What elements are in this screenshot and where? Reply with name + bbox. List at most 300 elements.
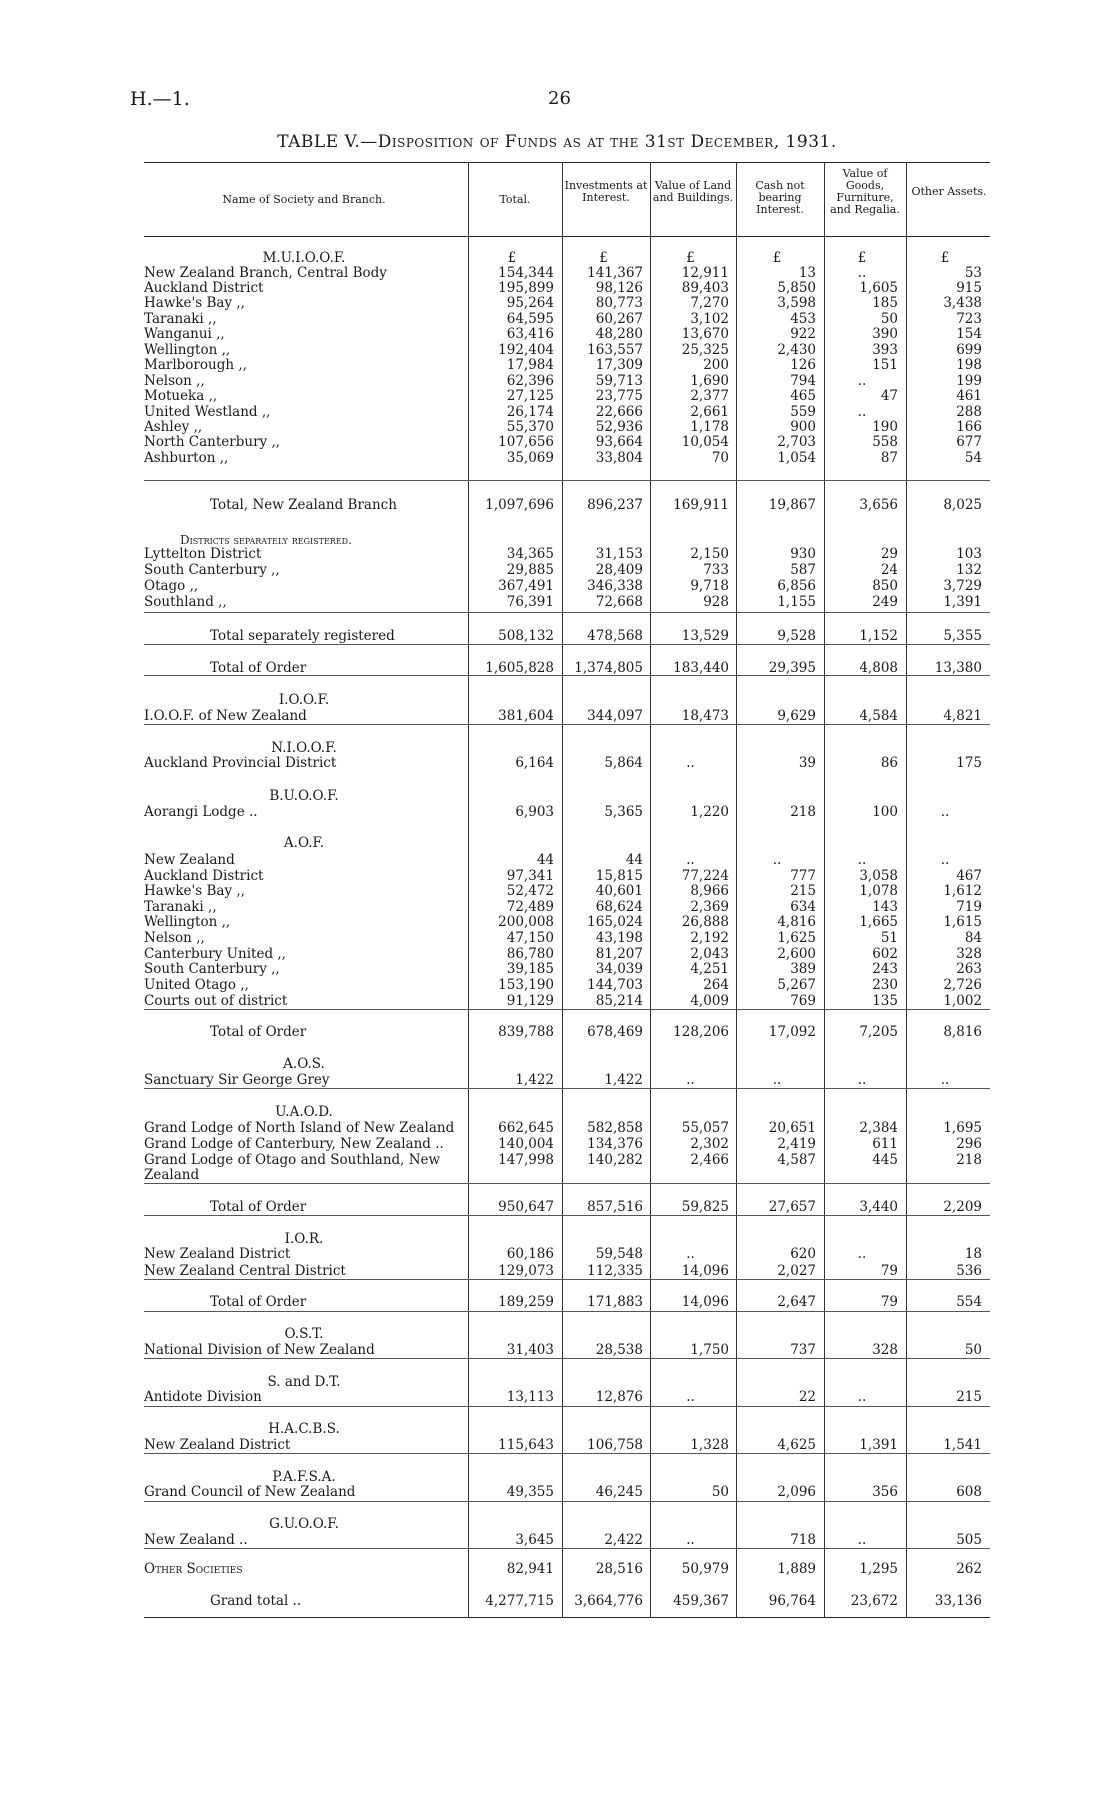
cell-other: 1,695 xyxy=(943,1120,982,1136)
section-heading: H.A.C.B.S. xyxy=(268,1421,340,1437)
section-heading: U.A.O.D. xyxy=(275,1104,333,1120)
cell-cash: 2,027 xyxy=(777,1263,816,1279)
cell-investments: 165,024 xyxy=(587,914,643,930)
cell-cash: 2,703 xyxy=(777,434,816,450)
branch-name: Auckland District xyxy=(144,280,264,296)
cell-other: 1,612 xyxy=(943,883,982,899)
cell-goods: 79 xyxy=(880,1263,898,1279)
branch-name: United Otago ,, xyxy=(144,977,249,993)
cell-land: 18,473 xyxy=(681,708,729,724)
cell-other: 461 xyxy=(956,388,982,404)
branch-name: Southland ,, xyxy=(144,594,227,610)
cell-investments: 163,557 xyxy=(587,342,643,358)
cell-cash: 4,625 xyxy=(777,1437,816,1453)
cell-total: 662,645 xyxy=(498,1120,554,1136)
cell-cash: 5,267 xyxy=(777,977,816,993)
cell-cash: 2,419 xyxy=(777,1136,816,1152)
cell-investments: 52,936 xyxy=(595,419,643,435)
branch-name: Ashburton ,, xyxy=(144,450,229,466)
row-separator xyxy=(144,1279,990,1280)
cell-total: 82,941 xyxy=(506,1561,554,1577)
row-separator xyxy=(144,724,990,725)
branch-name: Marlborough ,, xyxy=(144,357,247,373)
section-heading: P.A.F.S.A. xyxy=(272,1469,336,1485)
cell-goods: 393 xyxy=(872,342,898,358)
cell-other: 33,136 xyxy=(934,1593,982,1609)
cell-land: 4,251 xyxy=(690,961,729,977)
cell-other: 5,355 xyxy=(943,628,982,644)
cell-investments: 2,422 xyxy=(604,1532,643,1548)
cell-land: 14,096 xyxy=(681,1263,729,1279)
cell-investments: 98,126 xyxy=(595,280,643,296)
other-societies-label: Other Societies xyxy=(144,1561,243,1577)
cell-cash: 718 xyxy=(790,1532,816,1548)
branch-name: South Canterbury ,, xyxy=(144,961,280,977)
cell-goods: .. xyxy=(857,404,867,420)
cell-land: 7,270 xyxy=(690,295,729,311)
cell-other: 132 xyxy=(956,562,982,578)
cell-investments: 85,214 xyxy=(595,993,643,1009)
section-heading: O.S.T. xyxy=(284,1326,324,1342)
cell-goods: 445 xyxy=(872,1152,898,1168)
cell-land: 928 xyxy=(703,594,729,610)
cell-investments: 12,876 xyxy=(595,1389,643,1405)
cell-other: .. xyxy=(940,804,950,820)
cell-total: 129,073 xyxy=(498,1263,554,1279)
cell-other: 18 xyxy=(964,1246,982,1262)
cell-other: 175 xyxy=(956,755,982,771)
cell-cash: 794 xyxy=(790,373,816,389)
cell-total: 6,164 xyxy=(515,755,554,771)
cell-cash: 6,856 xyxy=(777,578,816,594)
row-separator xyxy=(144,1453,990,1454)
cell-land: 70 xyxy=(711,450,729,466)
total-row-label: Total separately registered xyxy=(210,628,395,644)
cell-other: 608 xyxy=(956,1484,982,1500)
branch-name: National Division of New Zealand xyxy=(144,1342,375,1358)
cell-total: 153,190 xyxy=(498,977,554,993)
cell-goods: 143 xyxy=(872,899,898,915)
cell-total: 91,129 xyxy=(506,993,554,1009)
cell-goods: 230 xyxy=(872,977,898,993)
cell-cash: 2,600 xyxy=(777,946,816,962)
branch-name: Otago ,, xyxy=(144,578,199,594)
cell-cash: 4,587 xyxy=(777,1152,816,1168)
title-main: TABLE V.— xyxy=(277,132,378,152)
row-separator xyxy=(144,1215,990,1216)
col-header-other: Other Assets. xyxy=(911,185,987,198)
cell-cash: 769 xyxy=(790,993,816,1009)
cell-other: 723 xyxy=(956,311,982,327)
cell-cash: 19,867 xyxy=(768,497,816,513)
cell-goods: 24 xyxy=(880,562,898,578)
cell-other: .. xyxy=(940,852,950,868)
cell-investments: 31,153 xyxy=(595,546,643,562)
cell-investments: 141,367 xyxy=(587,265,643,281)
col-header-cash: Cash not bearing Interest. xyxy=(755,179,805,216)
cell-other: 296 xyxy=(956,1136,982,1152)
cell-other: 4,821 xyxy=(943,708,982,724)
branch-name: Sanctuary Sir George Grey xyxy=(144,1072,330,1088)
cell-other: 505 xyxy=(956,1532,982,1548)
cell-investments: 72,668 xyxy=(595,594,643,610)
cell-total: 26,174 xyxy=(506,404,554,420)
branch-name: Taranaki ,, xyxy=(144,899,217,915)
cell-other: 467 xyxy=(956,868,982,884)
cell-cash: 634 xyxy=(790,899,816,915)
cell-other: 8,025 xyxy=(943,497,982,513)
col-header-total: Total. xyxy=(499,193,531,206)
cell-total: 63,416 xyxy=(506,326,554,342)
col-header-land: Value of Land and Buildings. xyxy=(652,179,734,204)
cell-other: 103 xyxy=(956,546,982,562)
cell-cash: £ xyxy=(772,250,782,266)
cell-cash: 465 xyxy=(790,388,816,404)
branch-name: Antidote Division xyxy=(144,1389,262,1405)
cell-total: 147,998 xyxy=(498,1152,554,1168)
cell-land: .. xyxy=(686,755,695,771)
cell-total: 107,656 xyxy=(498,434,554,450)
cell-cash: 3,598 xyxy=(777,295,816,311)
branch-name: Grand Lodge of North Island of New Zealand xyxy=(144,1120,455,1136)
cell-investments: 43,198 xyxy=(595,930,643,946)
cell-goods: 185 xyxy=(872,295,898,311)
cell-goods: 79 xyxy=(880,1294,898,1310)
cell-goods: .. xyxy=(857,1246,867,1262)
total-row-label: Total of Order xyxy=(210,1294,307,1310)
cell-other: 218 xyxy=(956,1152,982,1168)
cell-total: 154,344 xyxy=(498,265,554,281)
cell-total: 950,647 xyxy=(498,1199,554,1215)
cell-total: 62,396 xyxy=(506,373,554,389)
branch-name: Courts out of district xyxy=(144,993,288,1009)
title-caption: Disposition of Funds as at the 31st December, 1931. xyxy=(377,132,837,152)
cell-total: 839,788 xyxy=(498,1024,554,1040)
cell-total: 44 xyxy=(536,852,554,868)
cell-other: 3,729 xyxy=(943,578,982,594)
section-heading: M.U.I.O.O.F. xyxy=(262,250,346,266)
cell-investments: 80,773 xyxy=(595,295,643,311)
cell-goods: 243 xyxy=(872,961,898,977)
cell-other: 215 xyxy=(956,1389,982,1405)
cell-land: 50 xyxy=(711,1484,729,1500)
cell-other: 677 xyxy=(956,434,982,450)
cell-cash: 453 xyxy=(790,311,816,327)
cell-land: 26,888 xyxy=(681,914,729,930)
cell-cash: 5,850 xyxy=(777,280,816,296)
cell-goods: 1,665 xyxy=(859,914,898,930)
cell-goods: 558 xyxy=(872,434,898,450)
cell-total: 6,903 xyxy=(515,804,554,820)
cell-land: 2,377 xyxy=(690,388,729,404)
cell-goods: 3,058 xyxy=(859,868,898,884)
section-heading: B.U.O.O.F. xyxy=(269,788,339,804)
cell-other: 915 xyxy=(956,280,982,296)
cell-cash: 620 xyxy=(790,1246,816,1262)
section-heading: G.U.O.O.F. xyxy=(269,1516,339,1532)
row-separator xyxy=(144,1501,990,1502)
cell-investments: 28,409 xyxy=(595,562,643,578)
cell-cash: 2,647 xyxy=(777,1294,816,1310)
branch-name: Nelson ,, xyxy=(144,373,205,389)
cell-goods: 3,656 xyxy=(859,497,898,513)
total-row-label: Total of Order xyxy=(210,1024,307,1040)
branch-name: Canterbury United ,, xyxy=(144,946,286,962)
cell-cash: 27,657 xyxy=(768,1199,816,1215)
cell-goods: 135 xyxy=(872,993,898,1009)
cell-total: £ xyxy=(507,250,517,266)
cell-goods: 850 xyxy=(872,578,898,594)
cell-land: 2,192 xyxy=(690,930,729,946)
cell-other: 328 xyxy=(956,946,982,962)
col-header-name: Name of Society and Branch. xyxy=(222,193,386,206)
cell-investments: 48,280 xyxy=(595,326,643,342)
cell-cash: 737 xyxy=(790,1342,816,1358)
cell-goods: 190 xyxy=(872,419,898,435)
cell-goods: .. xyxy=(857,1389,867,1405)
cell-cash: 9,629 xyxy=(777,708,816,724)
branch-name: Grand Council of New Zealand xyxy=(144,1484,356,1500)
cell-goods: 50 xyxy=(880,311,898,327)
cell-goods: 7,205 xyxy=(859,1024,898,1040)
cell-land: 13,529 xyxy=(681,628,729,644)
cell-total: 200,008 xyxy=(498,914,554,930)
cell-land: .. xyxy=(686,852,695,868)
cell-cash: 39 xyxy=(798,755,816,771)
row-separator xyxy=(144,1088,990,1089)
cell-cash: 22 xyxy=(798,1389,816,1405)
cell-total: 29,885 xyxy=(506,562,554,578)
cell-total: 76,391 xyxy=(506,594,554,610)
cell-total: 27,125 xyxy=(506,388,554,404)
cell-cash: 1,625 xyxy=(777,930,816,946)
total-row-label: Grand total .. xyxy=(210,1593,302,1609)
cell-goods: 1,152 xyxy=(859,628,898,644)
cell-cash: 17,092 xyxy=(768,1024,816,1040)
cell-investments: £ xyxy=(599,250,608,266)
cell-cash: 559 xyxy=(790,404,816,420)
cell-land: 14,096 xyxy=(681,1294,729,1310)
branch-name: Wellington ,, xyxy=(144,914,231,930)
cell-other: 288 xyxy=(956,404,982,420)
cell-other: 1,391 xyxy=(943,594,982,610)
branch-name: I.O.O.F. of New Zealand xyxy=(144,708,307,724)
cell-investments: 1,374,805 xyxy=(574,660,643,676)
cell-other: 2,209 xyxy=(943,1199,982,1215)
row-separator xyxy=(144,1009,990,1010)
branch-name: Aorangi Lodge .. xyxy=(144,804,258,820)
cell-total: 35,069 xyxy=(506,450,554,466)
cell-land: 169,911 xyxy=(673,497,729,513)
cell-other: 1,541 xyxy=(943,1437,982,1453)
cell-total: 1,605,828 xyxy=(485,660,554,676)
cell-investments: 34,039 xyxy=(595,961,643,977)
cell-land: 2,150 xyxy=(690,546,729,562)
cell-other: 719 xyxy=(956,899,982,915)
cell-investments: 346,338 xyxy=(587,578,643,594)
section-heading: N.I.O.O.F. xyxy=(271,740,337,756)
col-header-goods: Value of Goods, Furniture, and Regalia. xyxy=(830,167,900,216)
cell-other: 154 xyxy=(956,326,982,342)
cell-total: 64,595 xyxy=(506,311,554,327)
cell-investments: 112,335 xyxy=(587,1263,643,1279)
branch-name: Ashley ,, xyxy=(144,419,203,435)
cell-goods: .. xyxy=(857,1532,867,1548)
section-heading: I.O.O.F. xyxy=(278,692,330,708)
branch-name: Auckland District xyxy=(144,868,264,884)
cell-total: 60,186 xyxy=(506,1246,554,1262)
cell-goods: 1,078 xyxy=(859,883,898,899)
cell-cash: 900 xyxy=(790,419,816,435)
cell-investments: 68,624 xyxy=(595,899,643,915)
cell-total: 34,365 xyxy=(506,546,554,562)
cell-total: 3,645 xyxy=(515,1532,554,1548)
cell-cash: 218 xyxy=(790,804,816,820)
branch-name: New Zealand District xyxy=(144,1246,291,1262)
cell-cash: 13 xyxy=(798,265,816,281)
cell-cash: 930 xyxy=(790,546,816,562)
branch-name: Taranaki ,, xyxy=(144,311,217,327)
cell-other: 50 xyxy=(964,1342,982,1358)
branch-name: Wellington ,, xyxy=(144,342,231,358)
branch-name: Hawke's Bay ,, xyxy=(144,883,245,899)
cell-cash: 96,764 xyxy=(768,1593,816,1609)
cell-land: .. xyxy=(686,1532,695,1548)
cell-investments: 28,538 xyxy=(595,1342,643,1358)
cell-other: 8,816 xyxy=(943,1024,982,1040)
branch-name: Wanganui ,, xyxy=(144,326,225,342)
branch-name: New Zealand xyxy=(144,852,235,868)
cell-land: 2,043 xyxy=(690,946,729,962)
cell-goods: 100 xyxy=(872,804,898,820)
cell-cash: 389 xyxy=(790,961,816,977)
cell-land: 59,825 xyxy=(681,1199,729,1215)
cell-total: 47,150 xyxy=(506,930,554,946)
cell-investments: 1,422 xyxy=(604,1072,643,1088)
cell-other: 199 xyxy=(956,373,982,389)
cell-land: 1,220 xyxy=(690,804,729,820)
row-separator xyxy=(144,1183,990,1184)
cell-cash: 1,054 xyxy=(777,450,816,466)
total-row-label: Total of Order xyxy=(210,1199,307,1215)
cell-investments: 46,245 xyxy=(595,1484,643,1500)
cell-investments: 28,516 xyxy=(595,1561,643,1577)
cell-other: 262 xyxy=(956,1561,982,1577)
branch-name: Auckland Provincial District xyxy=(144,755,337,771)
branch-name: Zealand xyxy=(144,1167,200,1183)
cell-other: 263 xyxy=(956,961,982,977)
cell-land: 10,054 xyxy=(681,434,729,450)
branch-name: United Westland ,, xyxy=(144,404,271,420)
cell-other: 536 xyxy=(956,1263,982,1279)
cell-cash: 2,096 xyxy=(777,1484,816,1500)
cell-land: 459,367 xyxy=(673,1593,729,1609)
branch-name: New Zealand .. xyxy=(144,1532,248,1548)
cell-investments: 106,758 xyxy=(587,1437,643,1453)
cell-land: 89,403 xyxy=(681,280,729,296)
col-header-investments: Investments at Interest. xyxy=(564,179,648,204)
cell-investments: 857,516 xyxy=(587,1199,643,1215)
cell-total: 508,132 xyxy=(498,628,554,644)
cell-investments: 582,858 xyxy=(587,1120,643,1136)
cell-total: 115,643 xyxy=(498,1437,554,1453)
cell-investments: 44 xyxy=(625,852,643,868)
cell-goods: 4,808 xyxy=(859,660,898,676)
cell-total: 13,113 xyxy=(506,1389,554,1405)
row-separator xyxy=(144,644,990,645)
cell-investments: 40,601 xyxy=(595,883,643,899)
row-separator xyxy=(144,480,990,481)
cell-land: 4,009 xyxy=(690,993,729,1009)
cell-cash: 2,430 xyxy=(777,342,816,358)
cell-investments: 59,713 xyxy=(595,373,643,389)
cell-total: 1,422 xyxy=(515,1072,554,1088)
cell-goods: 356 xyxy=(872,1484,898,1500)
branch-name: North Canterbury ,, xyxy=(144,434,281,450)
cell-other: 1,002 xyxy=(943,993,982,1009)
cell-goods: 151 xyxy=(872,357,898,373)
cell-investments: 81,207 xyxy=(595,946,643,962)
branch-name: New Zealand District xyxy=(144,1437,291,1453)
cell-other: £ xyxy=(940,250,950,266)
cell-land: 2,369 xyxy=(690,899,729,915)
cell-investments: 478,568 xyxy=(587,628,643,644)
cell-investments: 134,376 xyxy=(587,1136,643,1152)
cell-investments: 22,666 xyxy=(595,404,643,420)
cell-goods: 602 xyxy=(872,946,898,962)
cell-investments: 15,815 xyxy=(595,868,643,884)
cell-goods: 328 xyxy=(872,1342,898,1358)
cell-land: 200 xyxy=(703,357,729,373)
cell-goods: .. xyxy=(857,373,867,389)
cell-goods: 51 xyxy=(880,930,898,946)
cell-other: 54 xyxy=(964,450,982,466)
cell-land: .. xyxy=(686,1246,695,1262)
cell-land: 3,102 xyxy=(690,311,729,327)
row-separator xyxy=(144,1406,990,1407)
cell-land: 9,718 xyxy=(690,578,729,594)
section-heading: I.O.R. xyxy=(284,1231,324,1247)
branch-name: Motueka ,, xyxy=(144,388,218,404)
cell-investments: 5,365 xyxy=(604,804,643,820)
cell-total: 381,604 xyxy=(498,708,554,724)
cell-investments: 60,267 xyxy=(595,311,643,327)
cell-land: 1,750 xyxy=(690,1342,729,1358)
cell-land: 50,979 xyxy=(681,1561,729,1577)
cell-land: 1,690 xyxy=(690,373,729,389)
cell-cash: 1,155 xyxy=(777,594,816,610)
cell-cash: 29,395 xyxy=(768,660,816,676)
cell-goods: 3,440 xyxy=(859,1199,898,1215)
cell-total: 31,403 xyxy=(506,1342,554,1358)
cell-investments: 5,864 xyxy=(604,755,643,771)
cell-goods: 1,295 xyxy=(859,1561,898,1577)
cell-other: 166 xyxy=(956,419,982,435)
row-separator xyxy=(144,612,990,613)
cell-other: 13,380 xyxy=(934,660,982,676)
cell-investments: 17,309 xyxy=(595,357,643,373)
cell-land: 1,178 xyxy=(690,419,729,435)
cell-investments: 93,664 xyxy=(595,434,643,450)
cell-goods: 2,384 xyxy=(859,1120,898,1136)
section-heading: A.O.S. xyxy=(283,1056,325,1072)
cell-cash: .. xyxy=(772,1072,782,1088)
cell-land: £ xyxy=(686,250,695,266)
cell-goods: 47 xyxy=(880,388,898,404)
subsection-heading: Districts separately registered. xyxy=(180,533,352,547)
cell-other: 2,726 xyxy=(943,977,982,993)
cell-land: 264 xyxy=(703,977,729,993)
